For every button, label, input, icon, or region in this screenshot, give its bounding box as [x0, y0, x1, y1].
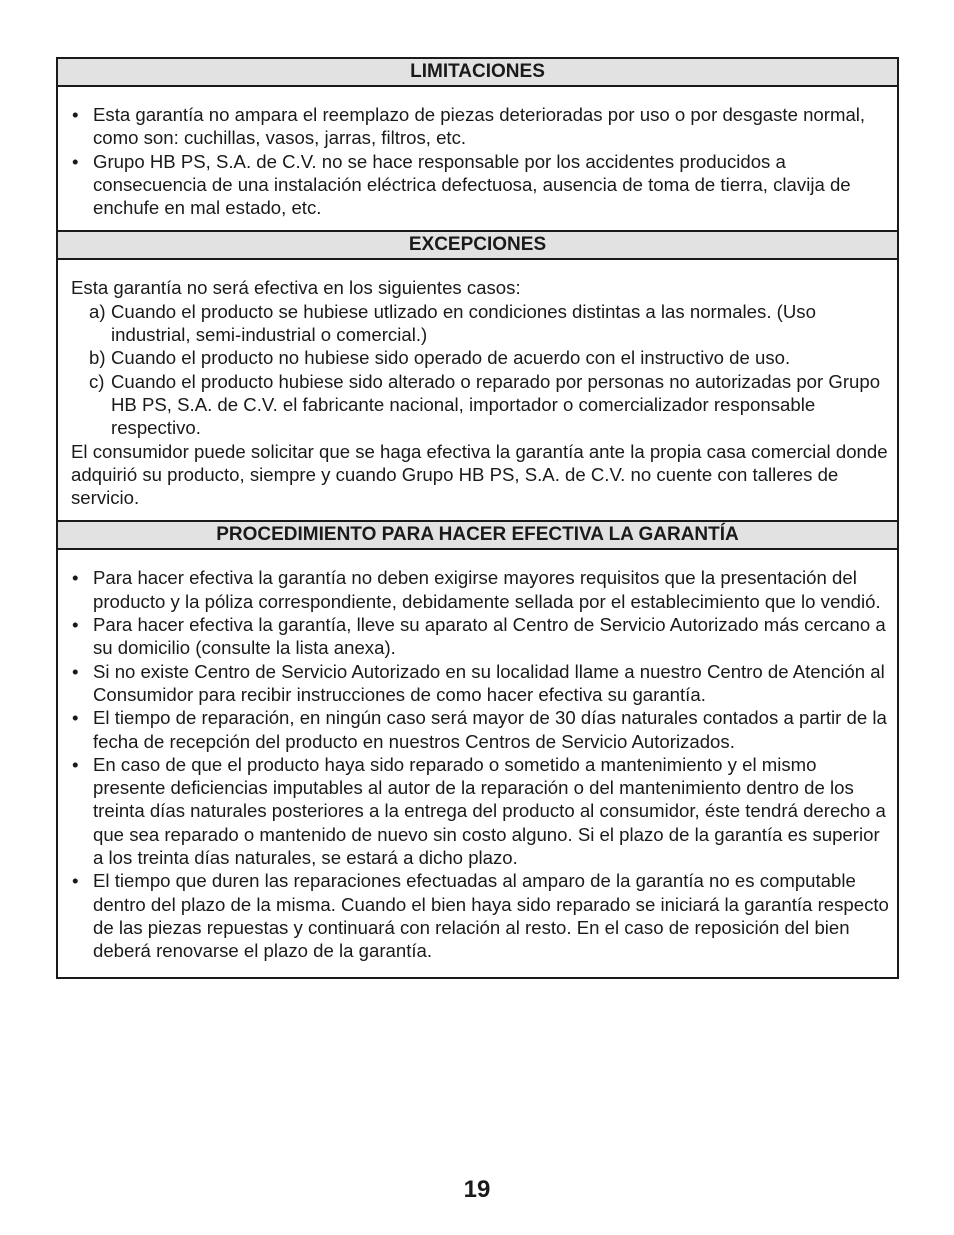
section-body-excepciones	[58, 260, 897, 520]
bullet-icon: •	[72, 660, 79, 682]
list-item	[71, 706, 891, 753]
bullet-icon: •	[72, 150, 79, 172]
bullet-icon: •	[72, 753, 79, 775]
list-item	[71, 103, 891, 150]
list-item	[71, 370, 891, 440]
bullet-icon: •	[72, 707, 79, 729]
list-item	[71, 566, 891, 613]
warranty-conditions-frame	[56, 57, 899, 979]
section-header-excepciones: EXCEPCIONES	[58, 230, 897, 260]
case-text: Cuando el producto hubiese sido alterado o reparado por personas no autorizadas por Grupo HB PS, S.A. de C.V. el fabricante nacional, importador o comercializador responsable respectivo.	[111, 370, 881, 439]
case-text: Cuando el producto no hubiese sido operado de acuerdo con el instructivo de uso.	[111, 347, 791, 369]
list-item	[71, 346, 891, 369]
section-body-procedimiento	[58, 550, 897, 976]
bullet-icon: •	[72, 870, 79, 892]
excepciones-cases-list	[71, 300, 891, 440]
case-marker: a)	[89, 300, 106, 322]
section-body-limitaciones	[58, 87, 897, 230]
procedimiento-list	[71, 566, 891, 962]
list-item	[71, 753, 891, 869]
case-marker: c)	[89, 370, 105, 392]
bullet-icon: •	[72, 614, 79, 636]
page-number: 19	[463, 1176, 491, 1203]
list-item-text: Esta garantía no ampara el reemplazo de piezas deterioradas por uso o por desgaste normal, como son: cuchillas, vasos, jarras, filtros, etc.	[93, 104, 866, 149]
list-item	[71, 660, 891, 707]
section-header-procedimiento: PROCEDIMIENTO PARA HACER EFECTIVA LA GARANTÍA	[58, 520, 897, 550]
list-item	[71, 300, 891, 347]
list-item	[71, 613, 891, 660]
list-item-text: Para hacer efectiva la garantía no deben exigirse mayores requisitos que la presentación del producto y la póliza correspondiente, debidamente sellada por el establecimiento que lo vendió.	[93, 567, 881, 612]
list-item-text: En caso de que el producto haya sido reparado o sometido a mantenimiento y el mismo presente deficiencias imputables al autor de la reparación o del mantenimiento dentro de los treinta días naturales posteriores a la entrega del producto al consumidor, éste tendrá derecho a que sea reparado o mantenido de nuevo sin costo alguno. Si el plazo de la garantía es superior a los treinta días naturales, se estará a dicho plazo.	[93, 753, 886, 869]
list-item	[71, 869, 891, 962]
bullet-icon: •	[72, 104, 79, 125]
excepciones-closing: El consumidor puede solicitar que se haga efectiva la garantía ante la propia casa comercial donde adquirió su producto, siempre y cuando Grupo HB PS, S.A. de C.V. no cuente con talleres de servicio.	[71, 440, 888, 509]
limitaciones-list	[71, 103, 891, 219]
section-header-limitaciones: LIMITACIONES	[58, 59, 897, 87]
list-item	[71, 150, 891, 220]
case-text: Cuando el producto se hubiese utlizado en condiciones distintas a las normales. (Uso industrial, semi-industrial o comercial.)	[111, 300, 816, 346]
excepciones-intro: Esta garantía no será efectiva en los siguientes casos:	[71, 277, 521, 299]
list-item-text: El tiempo que duren las reparaciones efectuadas al amparo de la garantía no es computable dentro del plazo de la misma. Cuando el bien haya sido reparado se iniciará la garantía respecto de las piezas repuestas y continuará con relación al resto. En el caso de reposición del bien deberá renovarse el plazo de la garantía.	[93, 870, 889, 962]
list-item-text: El tiempo de reparación, en ningún caso será mayor de 30 días naturales contados a partir de la fecha de recepción del producto en nuestros Centros de Servicio Autorizados.	[93, 707, 887, 752]
case-marker: b)	[89, 347, 106, 369]
list-item-text: Para hacer efectiva la garantía, lleve su aparato al Centro de Servicio Autorizado más cercano a su domicilio (consulte la lista anexa).	[93, 614, 886, 659]
bullet-icon: •	[72, 567, 79, 589]
list-item-text: Si no existe Centro de Servicio Autorizado en su localidad llame a nuestro Centro de Atención al Consumidor para recibir instrucciones de como hacer efectiva su garantía.	[93, 660, 885, 705]
list-item-text: Grupo HB PS, S.A. de C.V. no se hace responsable por los accidentes producidos a consecuencia de una instalación eléctrica defectuosa, ausencia de toma de tierra, clavija de enchufe en mal estado, etc.	[93, 150, 851, 219]
